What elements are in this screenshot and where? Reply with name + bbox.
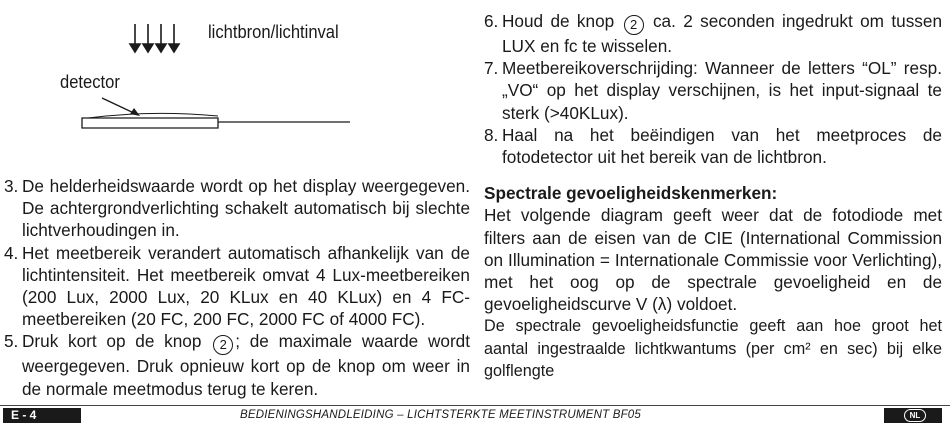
language-code: NL [904, 409, 926, 422]
section-heading: Spectrale gevoeligheidskenmerken: [484, 183, 778, 204]
page-footer [0, 405, 950, 423]
item-number: 7. [484, 58, 499, 79]
item-number: 3. [4, 176, 19, 196]
item-text-part: Houd de knop [502, 11, 622, 31]
light-detector-diagram [40, 10, 470, 130]
language-badge [884, 408, 942, 423]
item-text: Het meetbereik verandert automatisch afhankelijk van de lichtintensiteit. Het meetbereik omvat 4 Lux-meetbereiken (200 Lux, 2000 Lux, 20 KLux en 40 KLux) en 4 FC-meetbereiken (20 FC, 200 FC, 2000 FC of 4000 FC). [22, 242, 470, 330]
list-item [484, 10, 942, 57]
button-2-icon: 2 [624, 15, 644, 35]
list-item [4, 242, 470, 331]
page-number-badge: E - 4 [3, 408, 81, 423]
light-source-label: lichtbron/lichtinval [208, 22, 339, 42]
item-text: Meetbereikoverschrijding: Wanneer de letters “OL” resp. „VO“ op het display verschijnen, is het input-signaal te sterk (>40KLux). [502, 58, 942, 123]
section-paragraph: De spectrale gevoeligheidsfunctie geeft aan hoe groot het aantal ingestraalde lichtkwantums (per cm² en sec) bij elke golflengte [484, 317, 942, 380]
list-item [484, 124, 942, 168]
item-number: 8. [484, 124, 499, 145]
item-text-part: ca. 2 seconden ingedrukt om tussen LUX en fc te wisselen. [502, 11, 942, 56]
item-text-part: Druk kort op de knop [22, 331, 212, 352]
item-number: 4. [4, 242, 19, 263]
left-column [4, 175, 470, 400]
item-text: Haal na het beëindigen van het meetproces de fotodetector uit het bereik van de lichtbron. [502, 124, 942, 168]
item-text-part: ; de maximale waarde wordt weergegeven. Druk opnieuw kort op de knop om weer in de normale meetmodus terug te keren. [22, 331, 471, 399]
item-text [502, 10, 942, 57]
detector-label: detector [60, 72, 120, 92]
item-number: 6. [484, 11, 499, 31]
item-text [22, 330, 470, 399]
list-item [484, 57, 942, 124]
right-column [484, 10, 942, 382]
light-arrows-icon [130, 24, 179, 52]
button-2-icon: 2 [213, 335, 233, 355]
section-paragraph: Het volgende diagram geeft weer dat de fotodiode met filters aan de eisen van de CIE (International Commission on Illumination = Internationale Commissie voor Verlichting), met het oog op de spectrale gevoeligheid en de gevoeligheidscurve V (λ) voldoet. [484, 205, 942, 315]
list-item [4, 330, 470, 399]
item-text: De helderheidswaarde wordt op het display weergegeven. De achtergrondverlichting schakelt automatisch bij slechte lichtverhoudingen in. [22, 176, 470, 241]
item-number: 5. [4, 331, 19, 352]
footer-title: BEDIENINGSHANDLEIDING – LICHTSTERKTE MEETINSTRUMENT BF05 [240, 409, 641, 421]
list-item [4, 175, 470, 242]
